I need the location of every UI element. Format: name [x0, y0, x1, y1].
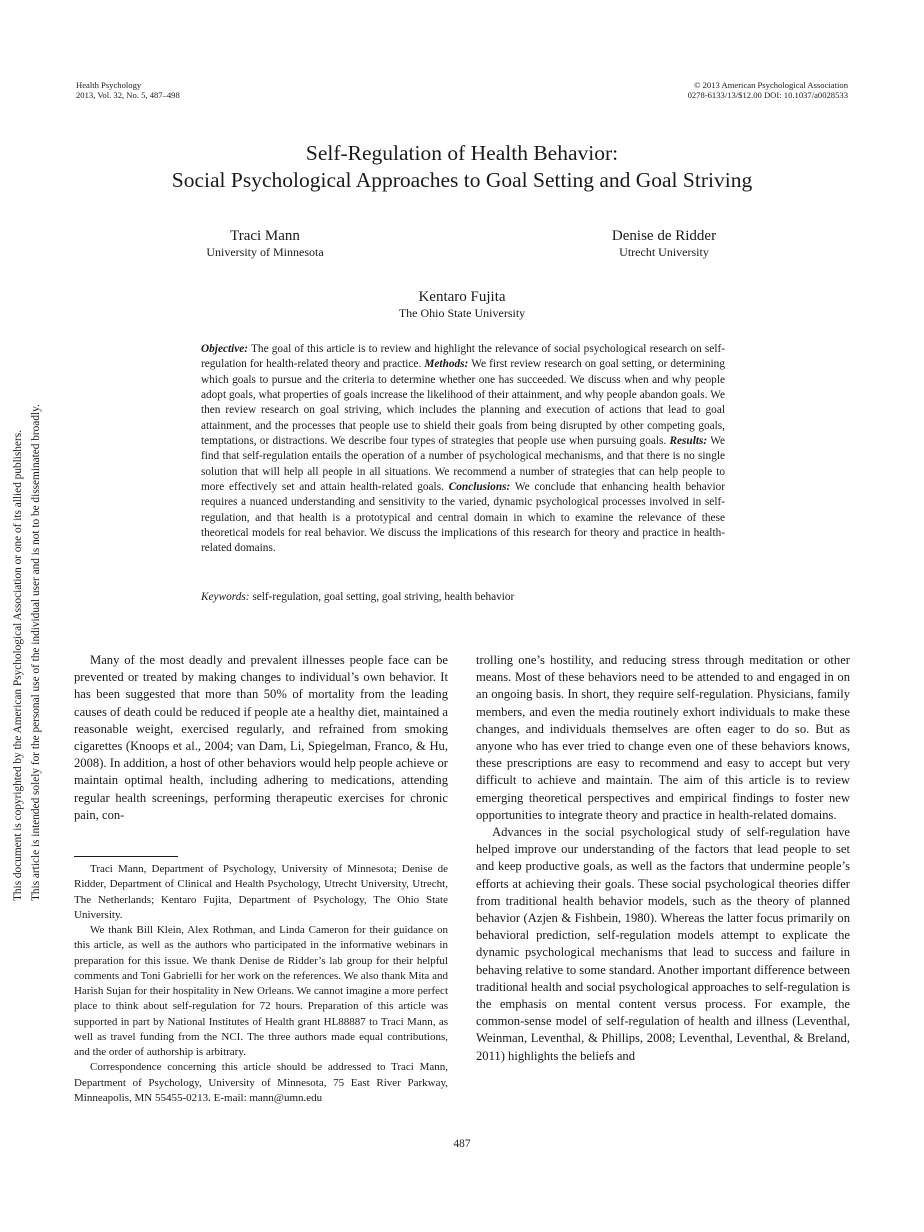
body-paragraph: Advances in the social psychological study of self-regulation have helped improve our understanding of the factors that lead people to set and keep productive goals, as well as the factors that undermine people’s efforts at achieving their goals. These social psychological theories differ from traditional health behavior models, such as the theory of planned behavior (Azjen & Fishbein, 1980). Whereas the latter focus primarily on behavioral prediction, self-regulation models attempt to explicate the dynamic psychological mechanisms that lead to success and failure in behaving relative to some standard. Another important difference between traditional health and social psychological approaches to self-regulation is the emphasis on mental content versus process. For example, the common-sense model of self-regulation of health and illness (Leventhal, Weinman, Leventhal, & Phillips, 2008; Leventhal, Leventhal, & Breland, 2011) highlights the beliefs and — [476, 825, 850, 1063]
correspondence-note: Correspondence concerning this article should be addressed to Traci Mann, Department of Psychology, University of Minnesota, 75 East River Parkway, Minneapolis, MN 55455-0213. E-mail: mann@umn.edu — [74, 1061, 448, 1104]
title-line-2: Social Psychological Approaches to Goal Setting and Goal Striving — [171, 168, 753, 192]
body-column-left — [74, 652, 448, 824]
abstract — [201, 342, 725, 557]
author-1 — [170, 227, 360, 259]
keywords-text: self-regulation, goal setting, goal striving, health behavior — [249, 591, 515, 603]
author-affiliation: The Ohio State University — [398, 306, 526, 320]
abstract-conclusions-text: We conclude that enhancing health behavior requires a nuanced understanding and sensitivity to the varied, dynamic psychological processes involved in self-regulation, and that health is a prototypical and central domain in which to examine the relevance of these theoretical models for real behavior. We discuss the implications of this research for theory and practice in health-related domains. — [201, 481, 725, 555]
author-affiliation: University of Minnesota — [206, 245, 324, 259]
footnote-divider — [74, 856, 178, 857]
abstract-methods-label: Methods: — [424, 358, 469, 371]
author-3 — [352, 288, 572, 320]
acknowledgments-note: We thank Bill Klein, Alex Rothman, and Linda Cameron for their guidance on this article, as well as the authors who participated in the informative webinars in preparation for this issue. We thank Denise de Ridder’s lab group for their helpful comments and Toni Gabrielli for her work on the references. We also thank Mita and Harish Sujan for their hospitality in New Orleans. We cannot imagine a more perfect place to think about self-regulation for 72 hours. Preparation of this article was supported in part by National Institutes of Health grant HL88887 to Traci Mann, as well as travel funding from the NCI. The three authors made equal contributions, and the order of authorship is arbitrary. — [74, 924, 448, 1058]
author-affiliation: Utrecht University — [619, 245, 709, 259]
side-notice-line-2: This article is intended solely for the personal use of the individual user and is not to be disseminated broadly. — [30, 404, 42, 901]
body-paragraph: Many of the most deadly and prevalent illnesses people face can be prevented or treated by making changes to individual’s own behavior. It has been suggested that more than 50% of mortality from the leading causes of death could be reduced if people ate a healthy diet, maintained a reasonable weight, exercised regularly, and refrained from smoking cigarettes (Knoops et al., 2004; van Dam, Li, Spiegelman, Franco, & Hu, 2008). In addition, a host of other behaviors would help people achieve or maintain optimal health, including adhering to medications, attending regular health screenings, performing therapeutic exercises for chronic pain, con- — [74, 653, 448, 822]
article-title — [76, 140, 848, 194]
copyright-line: © 2013 American Psychological Association — [693, 80, 848, 90]
author-name: Kentaro Fujita — [418, 289, 506, 305]
keywords-label: Keywords: — [201, 591, 250, 603]
volume-pages: 2013, Vol. 32, No. 5, 487–498 — [76, 90, 180, 100]
abstract-results-label: Results: — [669, 435, 708, 448]
body-column-right — [476, 652, 850, 1065]
keywords — [201, 590, 725, 605]
abstract-methods-text: We first review research on goal setting, or determining which goals to pursue and the criteria to determine whether one has succeeded. We discuss when and why people adopt goals, what properties of goals increase the likelihood of their attainment, and why people abandon goals. We then review research on goal striving, which includes the planning and execution of actions that lead to goal attainment, and the processes that people use to shield their goals from being disrupted by other competing goals, temptations, or distractions. We describe four types of strategies that people use when pursuing goals. — [201, 358, 725, 448]
author-notes — [74, 862, 448, 1106]
author-name: Denise de Ridder — [611, 228, 717, 244]
side-notice-line-1: This document is copyrighted by the American Psychological Association or one of its allied publishers. — [12, 430, 24, 901]
running-header-right — [688, 80, 848, 100]
title-line-1: Self-Regulation of Health Behavior: — [305, 141, 619, 165]
doi-line: 0278-6133/13/$12.00 DOI: 10.1037/a0028533 — [687, 90, 848, 100]
author-affiliations-note: Traci Mann, Department of Psychology, University of Minnesota; Denise de Ridder, Department of Clinical and Health Psychology, Utrecht University, Utrecht, The Netherlands; Kentaro Fujita, Department of Psychology, The Ohio State University. — [74, 863, 448, 921]
journal-name: Health Psychology — [76, 80, 142, 90]
abstract-conclusions-label: Conclusions: — [448, 481, 511, 494]
running-header-left — [76, 80, 180, 100]
author-name: Traci Mann — [230, 228, 300, 244]
abstract-results-text: We find that self-regulation entails the operation of a number of psychological mechanisms, and that there is no single solution that will help all people in all situations. We recommend a number of strategies that can help people to more effectively set and attain health-related goals. — [201, 435, 725, 494]
abstract-objective-label: Objective: — [201, 343, 249, 355]
body-paragraph: trolling one’s hostility, and reducing stress through meditation or other means. Most of these behaviors need to be attended to and engaged in on an ongoing basis. In short, they require self-regulation. Physicians, family members, and even the media routinely exhort individuals to make these changes, and individuals themselves are often eager to do so. But as anyone who has ever tried to change even one of these behaviors knows, these prescriptions are easy to recommend and easy to accept but very difficult to achieve and maintain. The aim of this article is to review emerging theoretical perspectives and empirical findings to foster new opportunities to integrate theory and practice in health-related domains. — [476, 653, 850, 822]
page-number: 487 — [453, 1138, 471, 1150]
abstract-objective-text: The goal of this article is to review and highlight the relevance of social psychological research on self-regulation for health-related theory and practice. — [201, 343, 725, 371]
author-2 — [580, 227, 748, 259]
